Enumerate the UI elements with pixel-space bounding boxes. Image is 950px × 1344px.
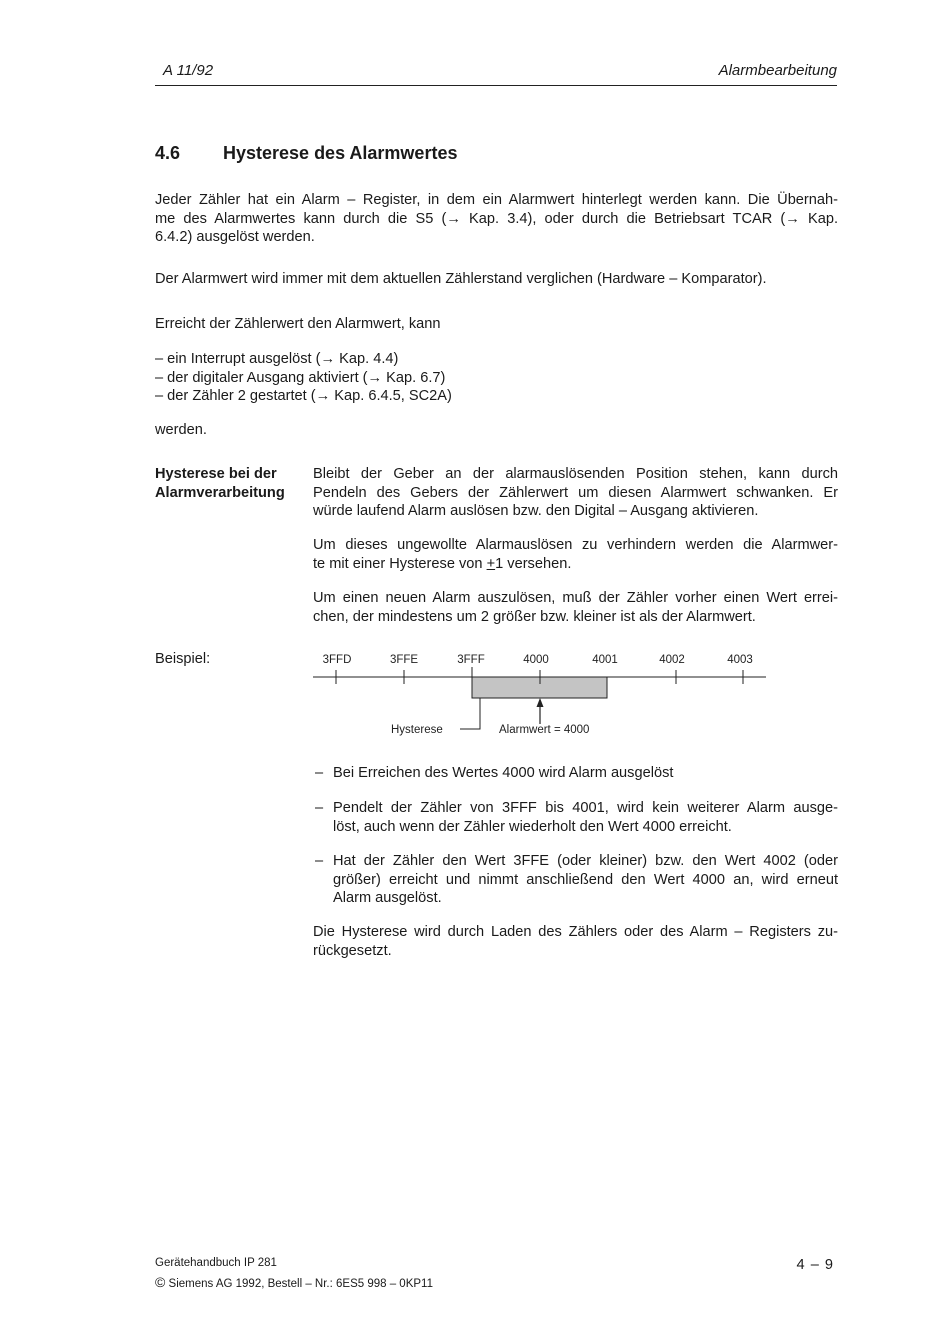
hysteresis-diagram xyxy=(300,640,780,745)
intro-paragraph-1 xyxy=(155,191,838,247)
text-line: größer) erreicht und nimmt anschließend den Wert 4000 an, wird erneut xyxy=(333,871,838,888)
intro-paragraph-4: werden. xyxy=(155,422,207,438)
example-bullet-1 xyxy=(313,764,838,783)
footer-manual-title: Gerätehandbuch IP 281 xyxy=(155,1257,277,1269)
text-line: Hat der Zähler den Wert 3FFE (oder kleiner) bzw. den Wert 4002 (oder xyxy=(333,853,838,869)
bullet-dash: – xyxy=(315,765,324,781)
text-line: rückgesetzt. xyxy=(313,942,392,959)
tick-label: 3FFD xyxy=(322,654,352,666)
header-rule xyxy=(155,85,837,86)
intro-paragraph-3: Erreicht der Zählerwert den Alarmwert, kann xyxy=(155,316,441,332)
side-heading-hysteresis xyxy=(155,465,305,502)
copyright-symbol: © xyxy=(155,1274,166,1290)
text-line: chen, der mindestens um 2 größer bzw. kleiner ist als der Alarmwert. xyxy=(313,608,756,625)
tick-label: 4003 xyxy=(727,654,753,666)
text-line: Um einen neuen Alarm auszulösen, muß der Zähler vorher einen Wert errei- xyxy=(313,590,838,606)
text-line: Bei Erreichen des Wertes 4000 wird Alarm ausgelöst xyxy=(333,765,674,781)
intro-paragraph-2: Der Alarmwert wird immer mit dem aktuellen Zählerstand verglichen (Hardware – Komparator). xyxy=(155,271,767,287)
hysteresis-paragraph-3 xyxy=(313,589,838,626)
text-line: löst, auch wenn der Zähler wiederholt den Wert 4000 erreicht. xyxy=(333,818,732,835)
side-heading-line: Alarmverarbeitung xyxy=(155,484,285,501)
hysteresis-paragraph-2 xyxy=(313,536,838,573)
list-item: – ein Interrupt ausgelöst (→ Kap. 4.4) xyxy=(155,351,399,367)
tick-label: 4000 xyxy=(523,654,549,666)
text-line: me des Alarmwertes kann durch die S5 (→ Kap. 3.4), oder durch die Betriebsart TCAR (→ Kap. xyxy=(155,210,838,227)
bullet-dash: – xyxy=(315,853,324,869)
hysteresis-label: Hysterese xyxy=(391,724,443,736)
list-item: – der digitaler Ausgang aktiviert (→ Kap. 6.7) xyxy=(155,369,446,386)
text-line: Um dieses ungewollte Alarmauslösen zu verhindern werden die Alarmwer- xyxy=(313,537,838,553)
text-line: Die Hysterese wird durch Laden des Zählers oder des Alarm – Registers zu- xyxy=(313,924,838,940)
footer-order-number: Siemens AG 1992, Bestell – Nr.: 6ES5 998 – 0KP11 xyxy=(168,1278,433,1290)
closing-paragraph xyxy=(313,923,838,960)
hysteresis-paragraph-1 xyxy=(313,465,838,521)
example-bullet-3 xyxy=(313,852,838,908)
side-heading-line: Hysterese bei der xyxy=(155,466,277,482)
header-right: Alarmbearbeitung xyxy=(718,62,837,79)
text-line: Bleibt der Geber an der alarmauslösenden Position stehen, kann durch xyxy=(313,466,838,482)
example-bullet-2 xyxy=(313,799,838,836)
tick-label: 3FFE xyxy=(389,654,419,666)
header-left: A 11/92 xyxy=(163,62,214,79)
tick-label: 4001 xyxy=(592,654,618,666)
hysteresis-pointer-line xyxy=(460,698,480,729)
text-fragment: 1 versehen. xyxy=(495,555,572,572)
tick-label: 4002 xyxy=(659,654,685,666)
example-label: Beispiel: xyxy=(155,651,211,667)
text-line: würde laufend Alarm auslösen bzw. den Digital – Ausgang aktivieren. xyxy=(313,503,759,519)
list-item: – der Zähler 2 gestartet (→ Kap. 6.4.5, SC2A) xyxy=(155,388,452,404)
tick-labels xyxy=(323,654,753,666)
plus-minus-symbol: + xyxy=(486,555,496,572)
text-line: Pendeln des Gebers der Zählerwert um diesen Alarmwert schwanken. Er xyxy=(313,484,838,501)
bullet-dash: – xyxy=(315,800,324,816)
text-line: Alarm ausgelöst. xyxy=(333,890,442,906)
alarm-arrow-icon xyxy=(537,698,544,707)
text-line xyxy=(313,555,838,574)
section-title: Hysterese des Alarmwertes xyxy=(223,143,458,163)
text-line: 6.4.2) ausgelöst werden. xyxy=(155,229,315,245)
text-line: Jeder Zähler hat ein Alarm – Register, in dem ein Alarmwert hinterlegt werden kann. Die Übernah- xyxy=(155,192,838,208)
page-number: 4 – 9 xyxy=(796,1257,834,1273)
text-line: Pendelt der Zähler von 3FFF bis 4001, wird kein weiterer Alarm ausge- xyxy=(333,800,838,816)
footer-copyright xyxy=(155,1274,433,1290)
section-number: 4.6 xyxy=(155,143,181,163)
intro-list xyxy=(155,350,838,406)
tick-label: 3FFF xyxy=(457,654,485,666)
alarm-value-label: Alarmwert = 4000 xyxy=(499,724,590,736)
text-fragment: te mit einer Hysterese von xyxy=(313,555,487,572)
